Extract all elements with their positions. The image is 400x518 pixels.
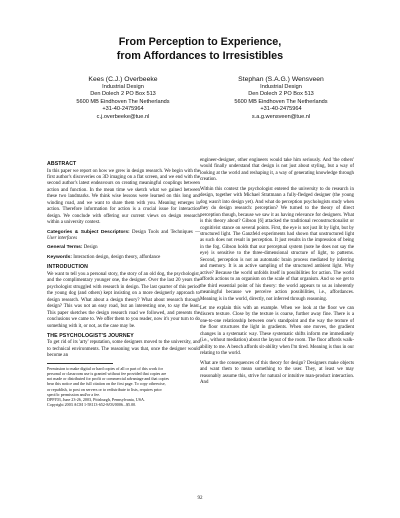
permission-line: DPPI'03, June 23-26, 2003, Pittsburgh, Pennsylvania, USA.: [47, 397, 146, 403]
footnote-divider: [47, 363, 113, 364]
permission-line: Permission to make digital or hard copies of all or part of this work for: [47, 365, 163, 371]
categories-italic: User interfaces: [47, 236, 78, 242]
author-city: 5600 MB Eindhoven The Netherlands: [76, 98, 170, 105]
general-terms-line: [47, 245, 200, 251]
keywords-line: [47, 255, 200, 261]
permission-line: Copyright 2003 ACM 1-58113-652-8/03/0006...$5.00.: [47, 402, 137, 408]
page-number: 92: [197, 496, 203, 501]
general-terms-label: General Terms:: [47, 245, 83, 251]
permission-notice: [47, 366, 200, 408]
author-email[interactable]: c.j.overbeeke@tue.nl: [96, 113, 150, 120]
paper-title-line-1: From Perception to Experience,: [118, 36, 282, 48]
permission-line: specific permission and/or a fee.: [47, 391, 101, 397]
abstract-text: In this paper we report on how we grew in design research. We begin with the first author's discoveries on 3D imaging on a flat screen, and we end with the second author's latest endeavours on creating meaningful couplings between action and function. In the mean time we sketch what we gained between these two landmarks. We think wise lessons were learned on this long and winding road, and we want to share them with you. Meaning emerges in action. Therefore information for action is a crucial issue for interaction design. We conclude with offering our current views on design research within a university context.: [47, 168, 200, 226]
categories-line: Categories & Subject Descriptors: Design Tools and Techniques — User interfaces: [47, 229, 200, 242]
categories-label: Categories & Subject Descriptors:: [47, 229, 130, 235]
keywords-label: Keywords:: [47, 254, 73, 260]
author-city: 5600 MB Eindhoven The Netherlands: [234, 98, 328, 105]
journey-text: To get rid of its 'arty' reputation, some designers moved to the university, and to technical environments. The reasoning was that, once the designer would become an: [47, 340, 200, 359]
introduction-text: We want to tell you a personal story, the story of an old dog, the psychologist, and the complimentary younger one, the designer. Over the last 20 years the psychologist struggled with research in design. The last quarter of this period the young dog (and others) kept insisting on a more designerly approach to design research. What about a design theory? What about research through design? This was not an easy road, but an interesting one, to say the least. This paper sketches the design research road we followed, and presents the conclusions we came to. We offer them to you reader, now it's your turn to do something with it, or not, as the case may be.: [47, 271, 200, 329]
abstract-heading: ABSTRACT: [47, 161, 77, 167]
author-dept: Industrial Design: [102, 84, 144, 90]
left-column: [47, 158, 200, 407]
journey-heading: THE PSYCHOLOGIST'S JOURNEY: [47, 332, 134, 339]
body-paragraph: Let me explain this with an example. When we look at the floor we can discern texture. Close by the texture is coarse, further away fine. There is a one-to-one relationship between one's standpoint and the way the texture of the floor structures the light in gradients. When one moves, the gradient changes in a systematic way. These systematic shifts inform me immediately (i.e., without mediation) about the layout of the room. The floor affords walk-ability to me. A bench affords sit-ability when I'm tired. Meaning is thus in our relating to the world.: [200, 305, 355, 357]
right-column: [200, 158, 354, 389]
author-dept: Industrial Design: [260, 84, 302, 90]
body-paragraph: What are the consequences of this theory for design? Designers make objects and want them to mean something to the user. They, at least we may reasonably assume this, strive for natural or intuitive man-product interaction. And: [200, 360, 354, 385]
introduction-heading: INTRODUCTION: [47, 264, 88, 271]
permission-line: not made or distributed for profit or commercial advantage and that copies: [47, 376, 169, 382]
author-block-1: [48, 75, 198, 121]
author-name: Kees (C.J.) Overbeeke: [88, 76, 158, 83]
categories-text: Design Tools and Techniques: [132, 229, 193, 235]
author-name: Stephan (S.A.G.) Wensveen: [238, 76, 324, 83]
permission-line: personal or classroom use is granted without fee provided that copies are: [47, 371, 167, 377]
keywords-text: Interaction design, design theory, affordance: [73, 254, 161, 260]
body-paragraph: Within this context the psychologist entered the university to do research in design, together with Michael Stratmann a fully-fledged designer (the young dog wasn't into design yet). And what do perception psychologists study when they do design research: perception? We turned to the theory of direct perception though, because we saw it as having relevance for designers. What is this theory about? Gibson [6] attacked the traditional reconstructionalist or cognitivist stance on several points. First, the eye is not just lit by light, but by structured light. The Ganzfeld experiments had shown that unstructured light as such does not result in perception. It just results in the impression of being in the fog. Gibson holds that our perceptual system (note he does not say the eye) is sensitive to the three-dimensional structure of light, to patterns. Second, perception is not an automatic brain process mediated by inferring and memory. It is an active sampling of the structured ambient light. Why active? Because the world unfolds itself in possibilities for action. The world affords actions to an organism on the scale of that organism. And so we get to the third essential point of his theory: the world appears to us as inherently meaningful because we perceive action possibilities, i.e., affordances. Meaning is in the world, directly, not inferred through reasoning.: [200, 186, 354, 302]
paper-title-line-2: from Affordances to Irresistibles: [116, 50, 284, 62]
permission-line: bear this notice and the full citation on the first page. To copy otherwise,: [47, 381, 166, 387]
general-terms-text: Design: [83, 245, 98, 251]
author-email[interactable]: s.a.g.wensveen@tue.nl: [251, 113, 311, 120]
permission-line: or republish, to post on servers or to redistribute to lists, requires prior: [47, 386, 162, 392]
author-address: Den Dolech 2 PO Box 513: [90, 91, 156, 98]
author-block-2: [206, 75, 356, 121]
author-address: Den Dolech 2 PO Box 513: [248, 91, 314, 98]
body-paragraph: engineer-designer, other engineers would take him seriously. And 'the others' would finally understand that design is not just about styling, but a way of looking at the world and reshaping it, a way of generating knowledge through creation.: [200, 158, 354, 183]
author-phone: +31-40-2475964: [102, 106, 144, 113]
author-phone: +31-40-2475964: [260, 106, 302, 113]
